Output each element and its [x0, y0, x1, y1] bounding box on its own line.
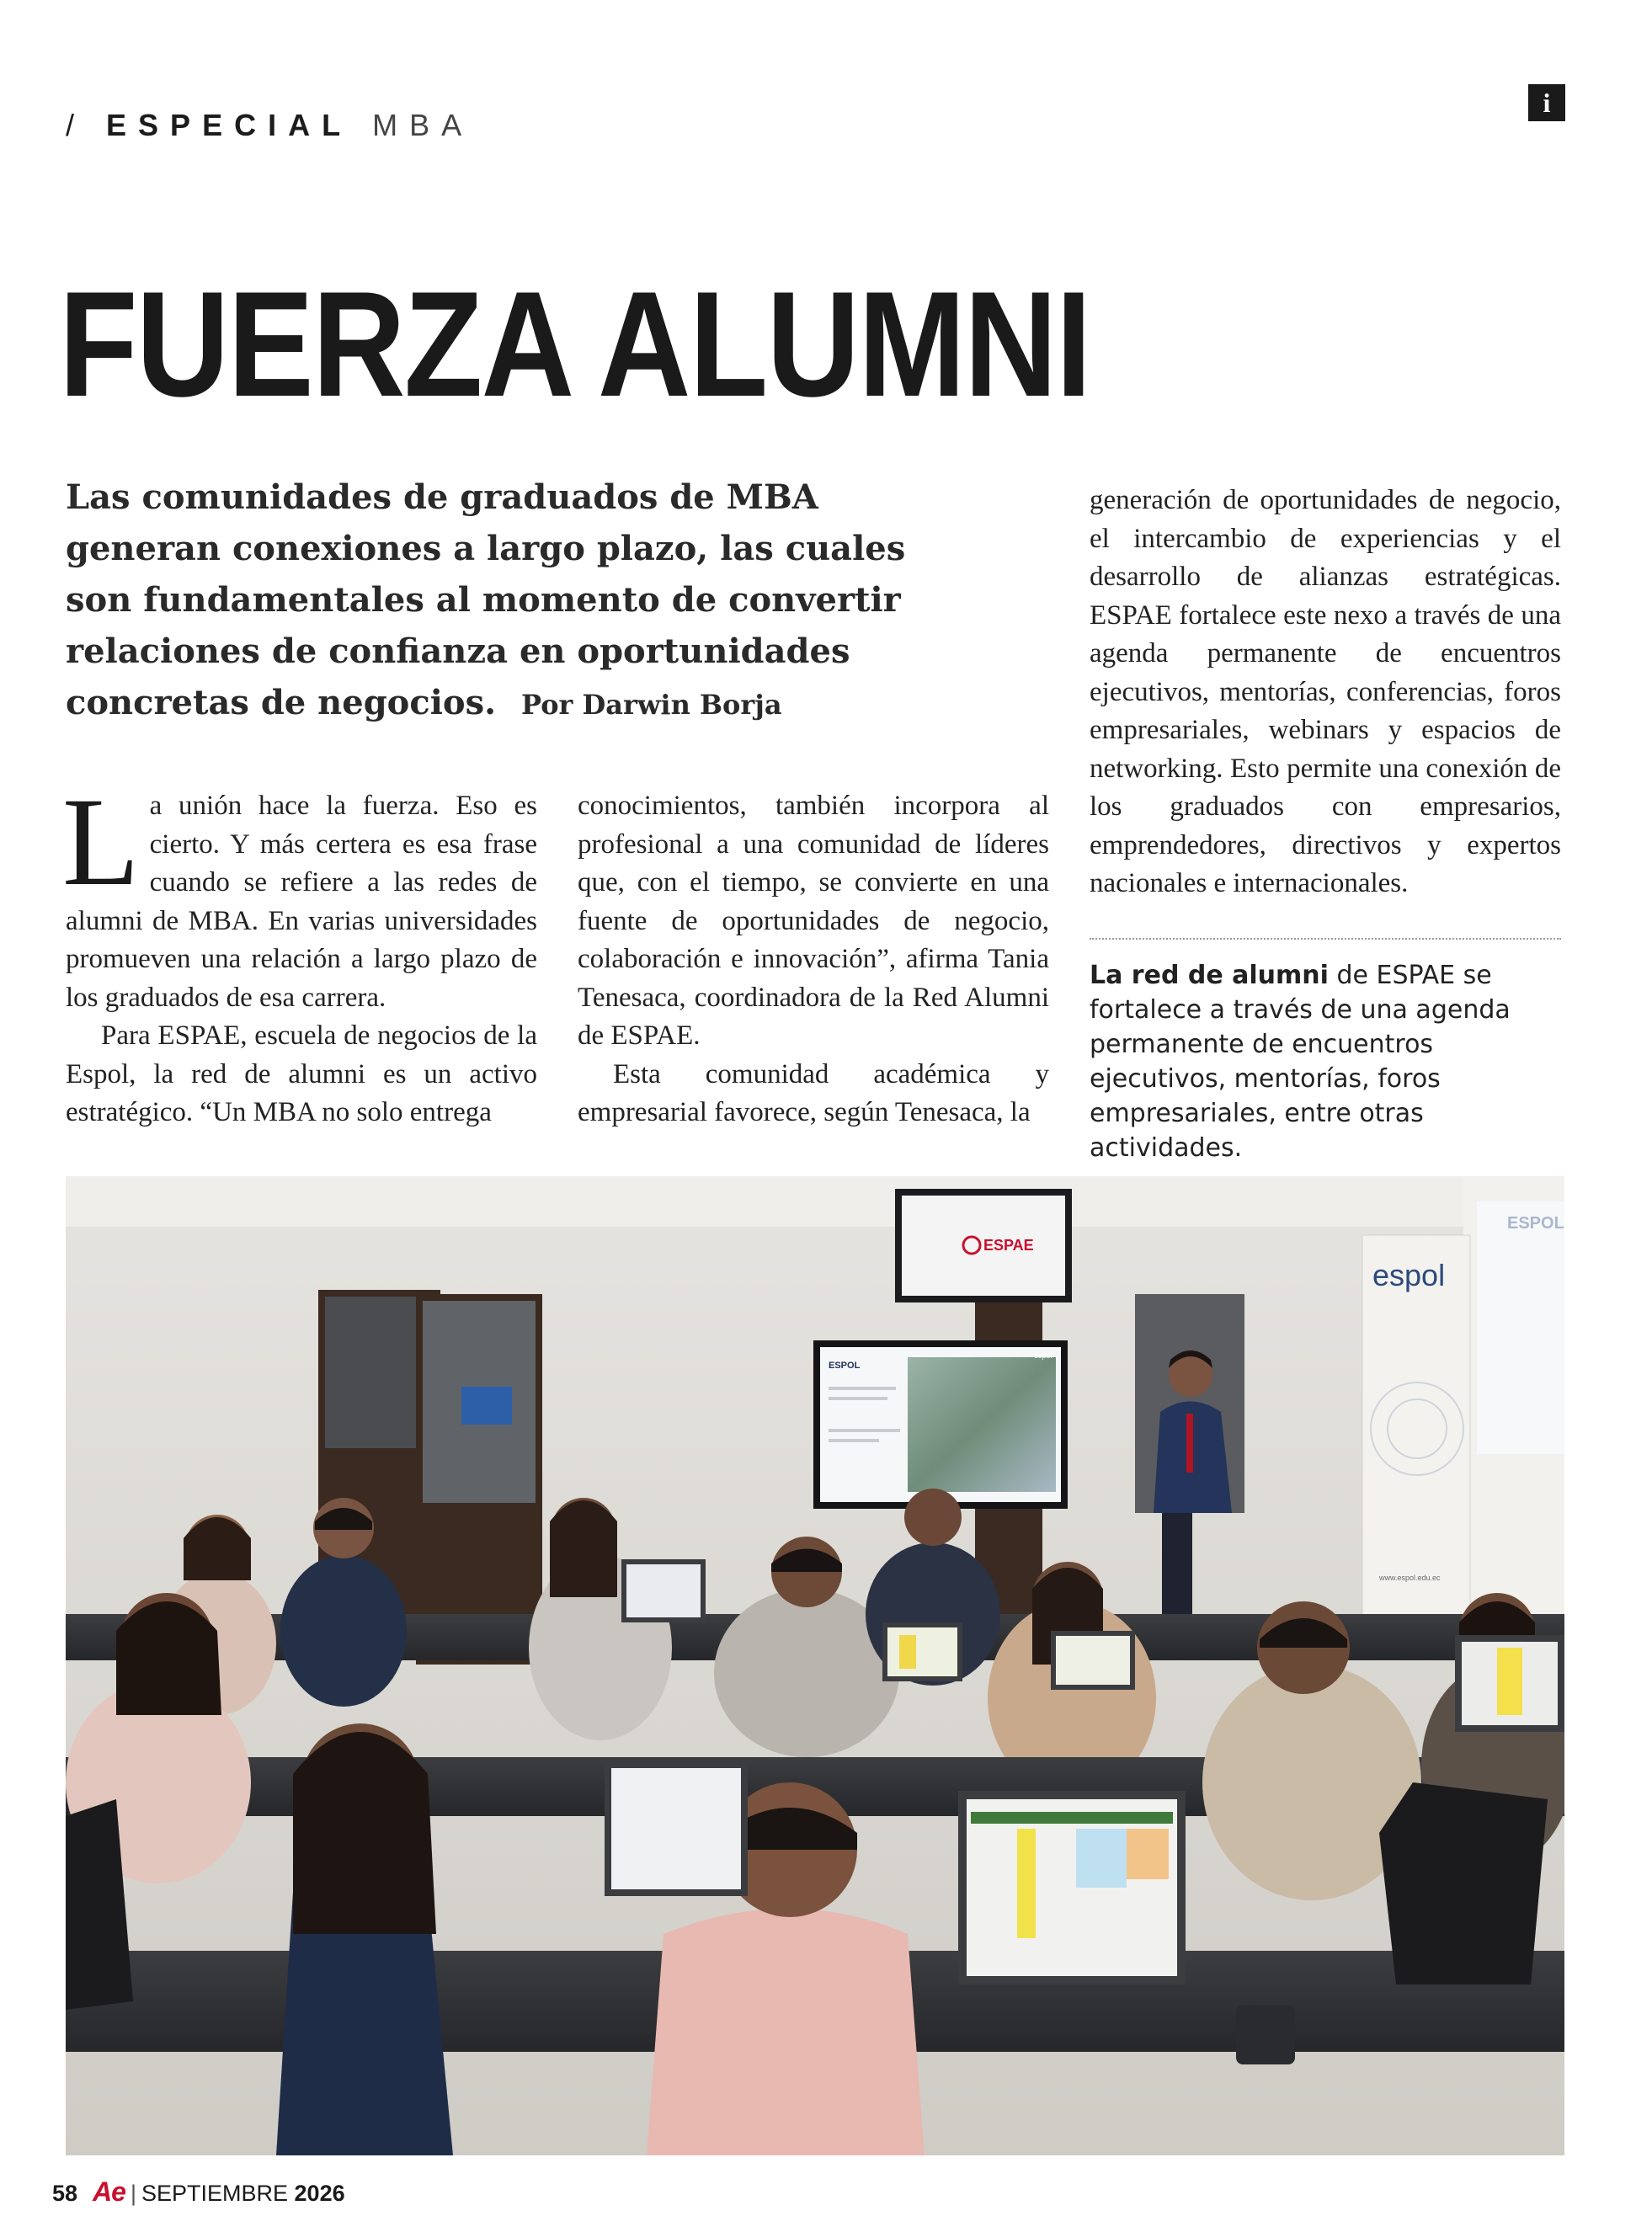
headline: FUERZA ALUMNI	[59, 260, 1090, 428]
dropcap: L	[62, 772, 140, 912]
caption-lead: La red de alumni	[1090, 961, 1329, 990]
display-photo	[908, 1357, 1056, 1492]
display-line	[829, 1439, 879, 1442]
deck-text: Las comunidades de graduados de MBA generan conexiones a largo plazo, las cuales son fundamentales al momento de convertir relaciones de confianza en oportunidades concretas de negocios.	[66, 477, 906, 722]
laptop-screen	[626, 1564, 701, 1617]
body-paragraph-1	[62, 772, 537, 1017]
tv-logo-text: ESPAE	[983, 1237, 1034, 1254]
body-paragraph-5: generación de oportunidades de negocio, el intercambio de experiencias y el desarrollo de alianzas estratégicas. ESPAE fortalece este nexo a través de una agenda permanente de encuentros ejecutivos, mentorías, conferencias, foros empresariales, webinars y espacios de networking. Esto permite una conexión de los graduados con empresarios, emprendedores, directivos y expertos nacionales e internacionales.	[1090, 485, 1561, 898]
deck	[66, 471, 941, 731]
classroom-photo	[66, 1176, 1564, 2155]
page-number: 58	[52, 2181, 78, 2206]
body-column-3	[1090, 482, 1561, 903]
banner-logo: espol	[1372, 1258, 1446, 1292]
chair	[1379, 1782, 1548, 1984]
spreadsheet-highlight	[1127, 1829, 1169, 1879]
ceiling	[66, 1176, 1564, 1227]
spreadsheet-highlight	[1076, 1829, 1127, 1888]
caption-divider	[1090, 938, 1561, 940]
display-line	[829, 1387, 896, 1390]
photo-caption	[1090, 958, 1561, 1165]
banner-url: www.espol.edu.ec	[1379, 1574, 1441, 1582]
phone	[1236, 2006, 1295, 2064]
section-tag	[66, 108, 473, 143]
display-line	[829, 1429, 900, 1432]
body-column-1	[62, 772, 537, 1132]
spreadsheet-highlight	[899, 1635, 916, 1669]
laptop-screen	[1056, 1636, 1130, 1685]
display-line	[829, 1397, 887, 1400]
section-slash: /	[66, 108, 87, 142]
projection-title: ESPOL	[1507, 1214, 1564, 1233]
byline: Por Darwin Borja	[520, 689, 782, 721]
poster	[461, 1387, 512, 1425]
caption-text: de ESPAE se fortalece a través de una agenda permanente de encuentros ejecutivos, mentorías, foros empresariales, entre otras actividades.	[1090, 961, 1511, 1163]
spreadsheet-highlight	[1017, 1829, 1036, 1938]
display-brand: espol	[1034, 1351, 1052, 1360]
section-label: ESPECIAL	[106, 108, 353, 142]
body-paragraph-4: Esta comunidad académica y empresarial favorece, según Tenesaca, la	[578, 1058, 1049, 1127]
folio-separator: |	[130, 2181, 136, 2206]
info-badge: i	[1528, 84, 1565, 121]
body-paragraph-1-text: a unión hace la fuerza. Eso es cierto. Y más certera es esa frase cuando se refiere a las redes de alumni de MBA. En varias universidades promueven una relación a largo plazo de los graduados de esa carrera.	[66, 791, 537, 1013]
body-paragraph-2: Para ESPAE, escuela de negocios de la Espol, la red de alumni es un activo estratégico. “Un MBA no solo entrega	[66, 1020, 537, 1127]
classroom-illustration	[66, 1176, 1564, 2155]
laptop-screen	[887, 1627, 957, 1676]
laptop-screen	[611, 1768, 741, 1889]
folio-month: SEPTIEMBRE	[141, 2181, 289, 2206]
spreadsheet-highlight	[1497, 1648, 1522, 1715]
laptop-large-screen	[967, 1799, 1177, 1976]
roll-up-banner	[1362, 1235, 1470, 1631]
folio-year: 2026	[294, 2181, 345, 2206]
section-sub: MBA	[372, 108, 474, 142]
projection-screen	[1477, 1201, 1564, 1454]
display-title: ESPOL	[829, 1361, 861, 1371]
magazine-logo: Ae	[93, 2176, 125, 2207]
body-paragraph-3: conocimientos, también incorpora al profesional a una comunidad de líderes que, con el tiempo, se convierte en una fuente de oportunidades de negocio, colaboración e innovación”, afirma Tania Tenesaca, coordinadora de la Red Alumni de ESPAE.	[578, 791, 1049, 1051]
body-column-2	[578, 787, 1049, 1132]
spreadsheet-header	[971, 1812, 1173, 1824]
page-folio	[52, 2176, 345, 2207]
